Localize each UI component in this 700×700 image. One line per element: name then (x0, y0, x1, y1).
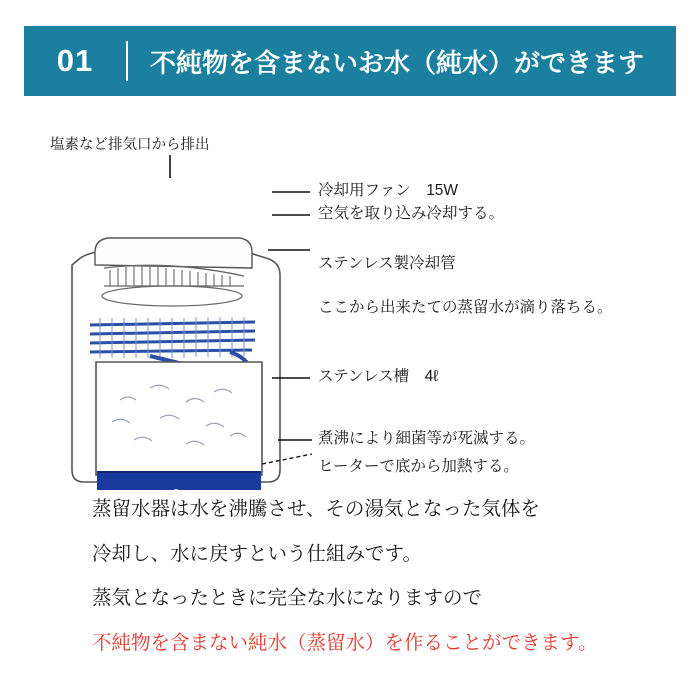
body-line-4-accent: 不純物を含まない純水（蒸留水）を作ることができます。 (92, 631, 598, 654)
lid-dome (95, 238, 252, 268)
label-fan-sub: 空気を取り込み冷却する。 (318, 205, 505, 222)
banner-title: 不純物を含まないお水（純水）ができます (150, 47, 645, 78)
label-drip: ここから出来たての蒸留水が滴り落ちる。 (318, 299, 613, 316)
label-tank: ステンレス槽 4ℓ (318, 368, 439, 385)
body-line-3: 蒸気となったときに完全な水になりますので (92, 587, 483, 609)
banner-divider (126, 41, 128, 81)
header-banner (24, 26, 676, 96)
body-line-2: 冷却し、水に戻すという仕組みです。 (92, 542, 422, 565)
label-heater: ヒーターで底から加熱する。 (318, 458, 519, 475)
water-body (97, 472, 261, 490)
label-boil: 煮沸により細菌等が死滅する。 (318, 430, 536, 447)
distiller-diagram (0, 100, 700, 490)
label-exhaust: 塩素など排気口から排出 (50, 137, 210, 153)
description-text (92, 500, 682, 678)
banner-number: 01 (56, 43, 94, 78)
body-line-1: 蒸留水器は水を沸騰させ、その湯気となった気体を (92, 498, 540, 520)
label-pipe: ステンレス製冷却管 (318, 255, 456, 272)
label-fan: 冷却用ファン 15W (318, 182, 459, 199)
